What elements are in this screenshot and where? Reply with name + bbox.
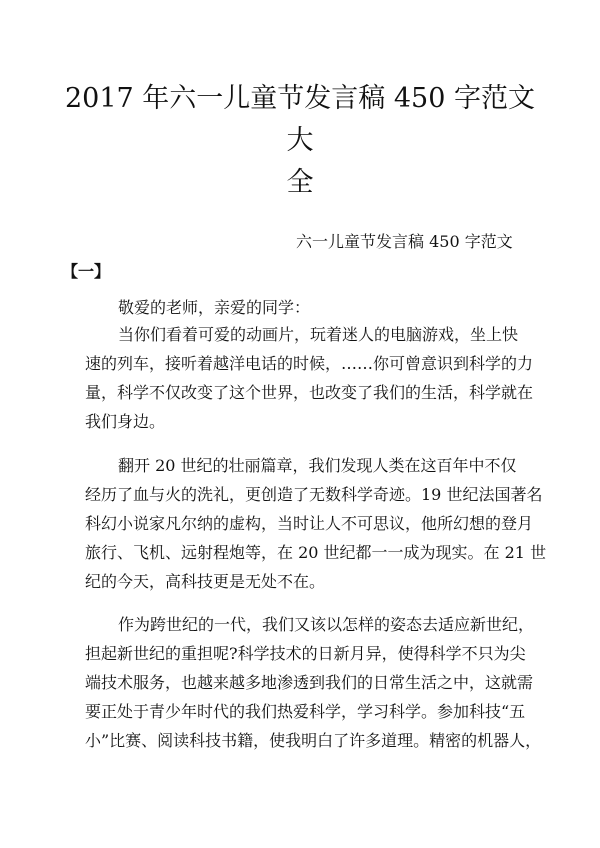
paragraph-line: 速的列车，接听着越洋电话的时候，……你可曾意识到科学的力 <box>85 354 534 373</box>
document-title <box>60 78 540 204</box>
document-subtitle: 六一儿童节发言稿 450 字范文 <box>296 232 513 251</box>
paragraph-line: 作为跨世纪的一代，我们又该以怎样的姿态去适应新世纪， <box>118 615 535 634</box>
paragraph-3 <box>85 610 542 755</box>
paragraph-line: 翻开 20 世纪的壮丽篇章，我们发现人类在这百年中不仅 <box>118 456 517 475</box>
paragraph-line: 当你们看着可爱的动画片，玩着迷人的电脑游戏，坐上快 <box>118 325 519 344</box>
paragraph-line: 经历了血与火的洗礼，更创造了无数科学奇迹。19 世纪法国著名 <box>85 485 543 504</box>
paragraph-line: 旅行、飞机、远射程炮等，在 20 世纪都一一成为现实。在 21 世 <box>85 543 547 562</box>
paragraph-line: 要正处于青少年时代的我们热爱科学，学习科学。参加科技“五 <box>85 702 526 721</box>
title-line-1: 2017 年六一儿童节发言稿 450 字范文大 <box>65 83 535 156</box>
paragraph-line: 端技术服务，也越来越多地渗透到我们的日常生活之中，这就需 <box>85 673 534 692</box>
paragraph-line: 科幻小说家凡尔纳的虚构，当时让人不可思议，他所幻想的登月 <box>85 514 534 533</box>
paragraph-2 <box>85 451 547 596</box>
paragraph-line: 纪的今天，高科技更是无处不在。 <box>85 572 326 591</box>
paragraph-line: 小”比赛、阅读科技书籍，使我明白了许多道理。精密的机器人， <box>85 731 542 750</box>
greeting-line: 敬爱的老师，亲爱的同学： <box>118 298 311 317</box>
section-marker: 【一】 <box>62 262 111 281</box>
paragraph-line: 量，科学不仅改变了这个世界，也改变了我们的生活，科学就在 <box>85 383 534 402</box>
paragraph-line: 担起新世纪的重担呢?科学技术的日新月异，使得科学不只为尖 <box>85 644 526 663</box>
paragraph-1 <box>85 320 534 436</box>
title-line-2: 全 <box>286 167 314 198</box>
paragraph-line: 我们身边。 <box>85 412 166 431</box>
